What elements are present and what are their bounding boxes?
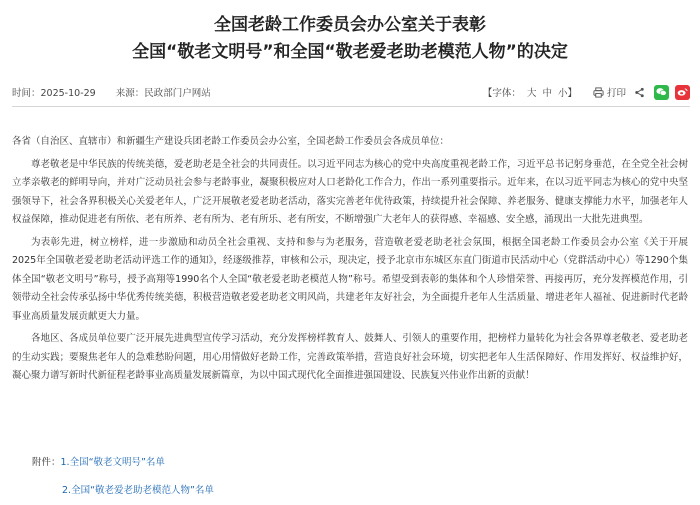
- font-size-switcher: [483, 85, 577, 99]
- font-large-button[interactable]: 大: [526, 88, 537, 99]
- attachments-label: 附件：: [32, 457, 61, 468]
- attachment-row-2: [62, 482, 214, 496]
- font-size-label: 【字体：: [482, 88, 521, 99]
- meta-divider: [12, 106, 690, 107]
- attachment-link-1[interactable]: 1.全国“敬老文明号”名单: [60, 457, 165, 468]
- page-title-line1: 全国老龄工作委员会办公室关于表彰: [214, 15, 486, 35]
- font-medium-button[interactable]: 中: [542, 88, 552, 99]
- wechat-icon[interactable]: [654, 85, 669, 100]
- weibo-icon[interactable]: [675, 85, 690, 100]
- print-button[interactable]: [593, 85, 626, 99]
- publish-date: 时间：2025-10-29: [12, 88, 96, 99]
- share-icon: [634, 87, 645, 98]
- share-button[interactable]: [634, 87, 648, 98]
- font-small-button[interactable]: 小】: [557, 88, 577, 99]
- print-label: 打印: [606, 88, 626, 99]
- page-title-line2: 全国“敬老文明号”和全国“敬老爱老助老模范人物”的决定: [132, 42, 568, 62]
- printer-icon: [593, 87, 604, 98]
- attachment-link-2[interactable]: 2.全国“敬老爱老助老模范人物”名单: [62, 485, 214, 496]
- article-source: 来源：民政部门户网站: [115, 88, 211, 99]
- paragraph-2: 为表彰先进，树立榜样，进一步激励和动员全社会重视、支持和参与为老服务，营造敬老爱老助老社会氛围，根据全国老龄工作委员会办公室《关于开展2025年全国敬老爱老助老活动评选工作的通知》，经逐级推荐，审核和公示，现决定，授予北京市东城区东直门街道市民活动中心（党群活动中心）等1290个集体全国“敬老文明号”称号，授予高翔等1990名个人全国“敬老爱老助老模范人物”称号。希望受到表彰的集体和个人珍惜荣誉、再接再厉，充分发挥模范作用，引领带动全社会传承弘扬中华优秀传统美德，积极营造敬老爱老助老文明风尚，共建老年友好社会，为全面提升老年人生活质量、增进老年人福祉、促进新时代老龄事业高质量发展贡献更大力量。: [12, 236, 688, 322]
- attachment-row-1: [32, 454, 165, 468]
- article-body: [12, 133, 688, 390]
- article-tools: [483, 85, 690, 100]
- article-meta-bar: [12, 80, 690, 104]
- paragraph-1: 尊老敬老是中华民族的传统美德，爱老助老是全社会的共同责任。以习近平同志为核心的党中央高度重视老龄工作，习近平总书记躬身垂范，在全党全社会树立孝亲敬老的鲜明导向，并对广泛动员社会参与老龄事业，凝聚积极应对人口老龄化工作合力，作出一系列重要指示。近年来，在以习近平同志为核心的党中央坚强领导下，社会各界积极关心关爱老年人，广泛开展敬老爱老助老活动，落实完善老年优待政策，持续提升社会保障、养老服务、健康支撑能力水平，加强老年人权益保障，推动促进老有所依、老有所养、老有所为、老有所乐、老有所安，不断增强广大老年人的获得感、幸福感、安全感，涌现出一大批先进典型。: [12, 158, 688, 225]
- paragraph-3: 各地区、各成员单位要广泛开展先进典型宣传学习活动，充分发挥榜样教育人、鼓舞人、引领人的重要作用，把榜样力量转化为社会各界尊老敬老、爱老助老的生动实践；要聚焦老年人的急难愁盼问题，用心用情做好老龄工作，完善政策举措，营造良好社会环境，切实把老年人生活保障好、作用发挥好、权益维护好，凝心聚力谱写新时代新征程老龄事业高质量发展新篇章，为以中国式现代化全面推进强国建设、民族复兴伟业作出新的贡献！: [12, 333, 688, 381]
- salutation: 各省（自治区、直辖市）和新疆生产建设兵团老龄工作委员会办公室，全国老龄工作委员会各成员单位：: [12, 136, 450, 147]
